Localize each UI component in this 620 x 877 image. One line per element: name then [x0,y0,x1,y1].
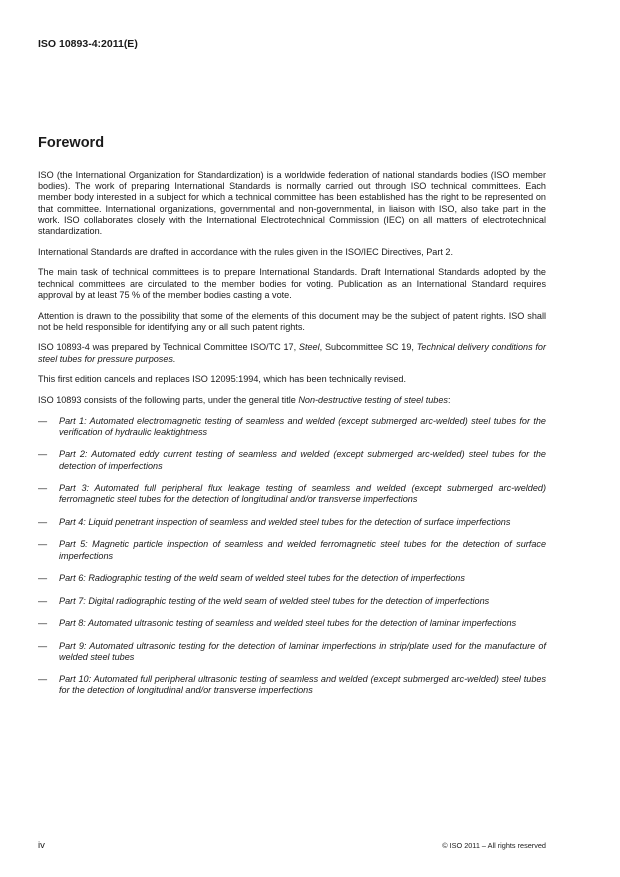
list-item: — Part 8: Automated ultrasonic testing of seamless and welded steel tubes for the detection of laminar imperfections [38,618,517,629]
paragraph-committees: The main task of technical committees is to prepare International Standards. Draft International Standards adopted by the technical committees are circulated to the member bodies for voting. Publication as an International Standard requires approval by at least 75 % of the member bodies casting a vote. [38,267,546,300]
list-item: — Part 5: Magnetic particle inspection of seamless and welded ferromagnetic steel tubes for the detection of surface imperfections [38,539,546,561]
list-dash: — [38,483,48,494]
list-dash: — [38,573,48,584]
paragraph-directives: International Standards are drafted in accordance with the rules given in the ISO/IEC Directives, Part 2. [38,246,453,257]
parts-list [38,416,546,697]
list-dash: — [38,539,48,550]
list-dash: — [38,449,48,460]
page-number: iv [38,840,45,851]
list-dash: — [38,674,48,685]
document-id: ISO 10893-4:2011(E) [38,38,138,50]
list-dash: — [38,415,48,426]
list-item: — Part 2: Automated eddy current testing of seamless and welded (except submerged arc-welded) steel tubes for the detection of imperfections [38,449,546,471]
list-dash: — [38,640,48,651]
paragraph-parts-intro: ISO 10893 consists of the following parts, under the general title Non-destructive testing of steel tubes: [38,395,451,406]
list-item: — Part 9: Automated ultrasonic testing for the detection of laminar imperfections in strip/plate used for the manufacture of welded steel tubes [38,640,546,662]
list-item: — Part 1: Automated electromagnetic testing of seamless and welded (except submerged arc-welded) steel tubes for the verification of hydraulic leaktightness [38,415,546,437]
paragraph-edition: This first edition cancels and replaces ISO 12095:1994, which has been technically revised. [38,374,406,385]
list-dash: — [38,516,48,527]
list-item: — Part 6: Radiographic testing of the weld seam of welded steel tubes for the detection of imperfections [38,573,465,584]
list-item: — Part 7: Digital radiographic testing of the weld seam of welded steel tubes for the detection of imperfections [38,595,490,606]
paragraph-iso-intro: ISO (the International Organization for Standardization) is a worldwide federation of national standards bodies (ISO member bodies). The work of preparing International Standards is normally carried out through ISO technical committees. Each member body interested in a subject for which a technical committee has been established has the right to be represented on that committee. International organizations, governmental and non-governmental, in liaison with ISO, also take part in the work. ISO collaborates closely with the International Electrotechnical Commission (IEC) on all matters of electrotechnical standardization. [38,170,546,237]
list-item: — Part 3: Automated full peripheral flux leakage testing of seamless and welded (except submerged arc-welded) ferromagnetic steel tubes for the detection of longitudinal and/or transverse imperfections [38,483,546,505]
paragraph-prepared-by: ISO 10893-4 was prepared by Technical Committee ISO/TC 17, Steel, Subcommittee SC 19, Technical delivery conditions for steel tubes for pressure purposes. [38,342,547,364]
list-item: — Part 4: Liquid penetrant inspection of seamless and welded steel tubes for the detection of surface imperfections [38,516,511,527]
copyright-notice: © ISO 2011 – All rights reserved [442,841,546,850]
list-dash: — [38,618,48,629]
list-dash: — [38,595,48,606]
paragraph-patent: Attention is drawn to the possibility that some of the elements of this document may be the subject of patent rights. ISO shall not be held responsible for identifying any or all such patent rights. [38,310,546,332]
foreword-body [38,170,546,708]
page-title: Foreword [38,135,105,151]
list-item: — Part 10: Automated full peripheral ultrasonic testing of seamless and welded (except submerged arc-welded) steel tubes for the detection of longitudinal and/or transverse imperfections [38,674,546,696]
